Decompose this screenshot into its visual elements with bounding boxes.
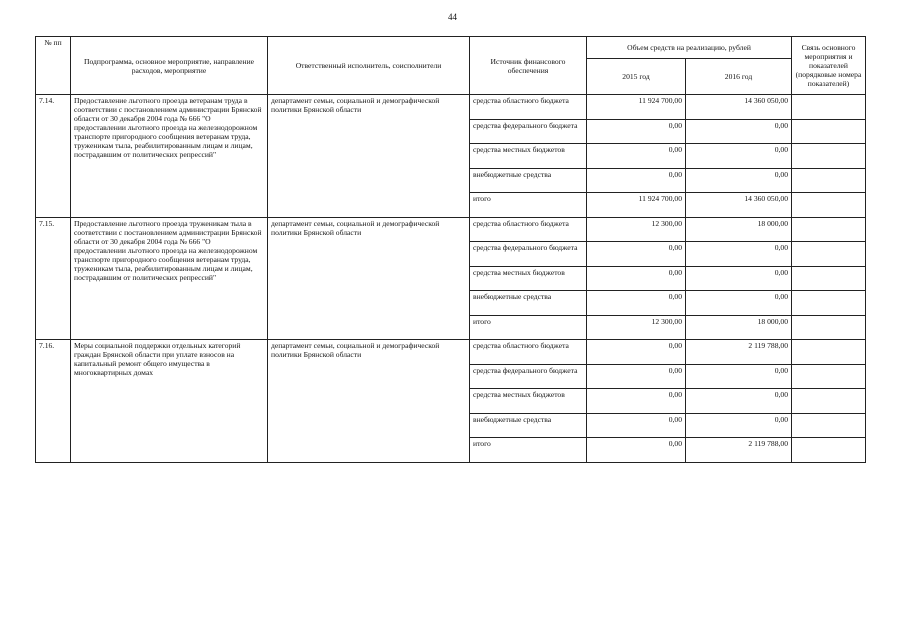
amount-2015: 0,00 (587, 340, 686, 365)
header-year-2016: 2016 год (686, 59, 792, 95)
header-program: Подпрограмма, основное мероприятие, направление расходов, мероприятие (71, 37, 268, 95)
budget-table (35, 36, 866, 463)
amount-2016: 2 119 788,00 (686, 438, 792, 463)
amount-2016: 0,00 (686, 389, 792, 414)
indicator-link (792, 438, 866, 463)
amount-2016: 0,00 (686, 291, 792, 316)
indicator-link (792, 144, 866, 169)
indicator-link (792, 291, 866, 316)
funding-source: средства областного бюджета (470, 340, 587, 365)
table-row (36, 95, 866, 120)
indicator-link (792, 217, 866, 242)
amount-2015: 0,00 (587, 413, 686, 438)
header-volume: Объем средств на реализацию, рублей (587, 37, 792, 59)
entry-program: Предоставление льготного проезда труженикам тыла в соответствии с постановлением администрации Брянской области от 30 декабря 2004 года № 666 "О предоставлении льготного проезда на железнодорожном транспорте пригородного сообщения ветеранам труда, труженикам тыла, реабилитированным лицам и лицам, пострадавшим от политических репрессий" (71, 217, 268, 340)
header-link: Связь основного мероприятия и показателей (порядковые номера показателей) (792, 37, 866, 95)
indicator-link (792, 364, 866, 389)
entry-executor: департамент семьи, социальной и демографической политики Брянской области (268, 340, 470, 463)
funding-source: внебюджетные средства (470, 413, 587, 438)
amount-2015: 0,00 (587, 266, 686, 291)
amount-2015: 0,00 (587, 291, 686, 316)
page-number: 44 (448, 12, 457, 22)
entry-program: Предоставление льготного проезда ветеранам труда в соответствии с постановлением администрации Брянской области от 30 декабря 2004 года № 666 "О предоставлении льготного проезда на железнодорожном транспорте пригородного сообщения ветеранам труда, труженикам тыла, реабилитированным лицам и лицам, пострадавшим от политических репрессий" (71, 95, 268, 218)
entry-executor: департамент семьи, социальной и демографической политики Брянской области (268, 217, 470, 340)
amount-2016: 0,00 (686, 119, 792, 144)
table-row (36, 340, 866, 365)
amount-2015: 0,00 (587, 364, 686, 389)
funding-source: внебюджетные средства (470, 168, 587, 193)
funding-source: средства местных бюджетов (470, 389, 587, 414)
funding-source: итого (470, 315, 587, 340)
entry-executor: департамент семьи, социальной и демографической политики Брянской области (268, 95, 470, 218)
entry-program: Меры социальной поддержки отдельных категорий граждан Брянской области при уплате взносов на капитальный ремонт общего имущества в многоквартирных домах (71, 340, 268, 463)
amount-2015: 12 300,00 (587, 315, 686, 340)
funding-source: итого (470, 193, 587, 218)
funding-source: средства местных бюджетов (470, 266, 587, 291)
header-source: Источник финансового обеспечения (470, 37, 587, 95)
header-executor: Ответственный исполнитель, соисполнители (268, 37, 470, 95)
entry-number: 7.16. (36, 340, 71, 463)
funding-source: средства областного бюджета (470, 95, 587, 120)
indicator-link (792, 340, 866, 365)
indicator-link (792, 389, 866, 414)
funding-source: внебюджетные средства (470, 291, 587, 316)
table-body (36, 95, 866, 463)
funding-source: средства федерального бюджета (470, 364, 587, 389)
indicator-link (792, 413, 866, 438)
amount-2016: 14 360 050,00 (686, 95, 792, 120)
indicator-link (792, 315, 866, 340)
amount-2016: 0,00 (686, 266, 792, 291)
amount-2015: 0,00 (587, 242, 686, 267)
entry-number: 7.14. (36, 95, 71, 218)
amount-2016: 0,00 (686, 168, 792, 193)
amount-2015: 0,00 (587, 168, 686, 193)
indicator-link (792, 119, 866, 144)
indicator-link (792, 266, 866, 291)
indicator-link (792, 95, 866, 120)
entry-number: 7.15. (36, 217, 71, 340)
amount-2015: 0,00 (587, 144, 686, 169)
amount-2015: 11 924 700,00 (587, 95, 686, 120)
header-year-2015: 2015 год (587, 59, 686, 95)
amount-2016: 0,00 (686, 144, 792, 169)
amount-2015: 11 924 700,00 (587, 193, 686, 218)
amount-2016: 0,00 (686, 364, 792, 389)
header-num: № пп (36, 37, 71, 95)
indicator-link (792, 168, 866, 193)
amount-2015: 0,00 (587, 438, 686, 463)
amount-2016: 2 119 788,00 (686, 340, 792, 365)
funding-source: средства федерального бюджета (470, 242, 587, 267)
amount-2016: 0,00 (686, 242, 792, 267)
amount-2015: 0,00 (587, 119, 686, 144)
indicator-link (792, 193, 866, 218)
funding-source: итого (470, 438, 587, 463)
funding-source: средства местных бюджетов (470, 144, 587, 169)
amount-2016: 18 000,00 (686, 217, 792, 242)
amount-2016: 14 360 050,00 (686, 193, 792, 218)
amount-2015: 12 300,00 (587, 217, 686, 242)
indicator-link (792, 242, 866, 267)
table-row (36, 217, 866, 242)
amount-2016: 18 000,00 (686, 315, 792, 340)
funding-source: средства областного бюджета (470, 217, 587, 242)
amount-2015: 0,00 (587, 389, 686, 414)
funding-source: средства федерального бюджета (470, 119, 587, 144)
amount-2016: 0,00 (686, 413, 792, 438)
